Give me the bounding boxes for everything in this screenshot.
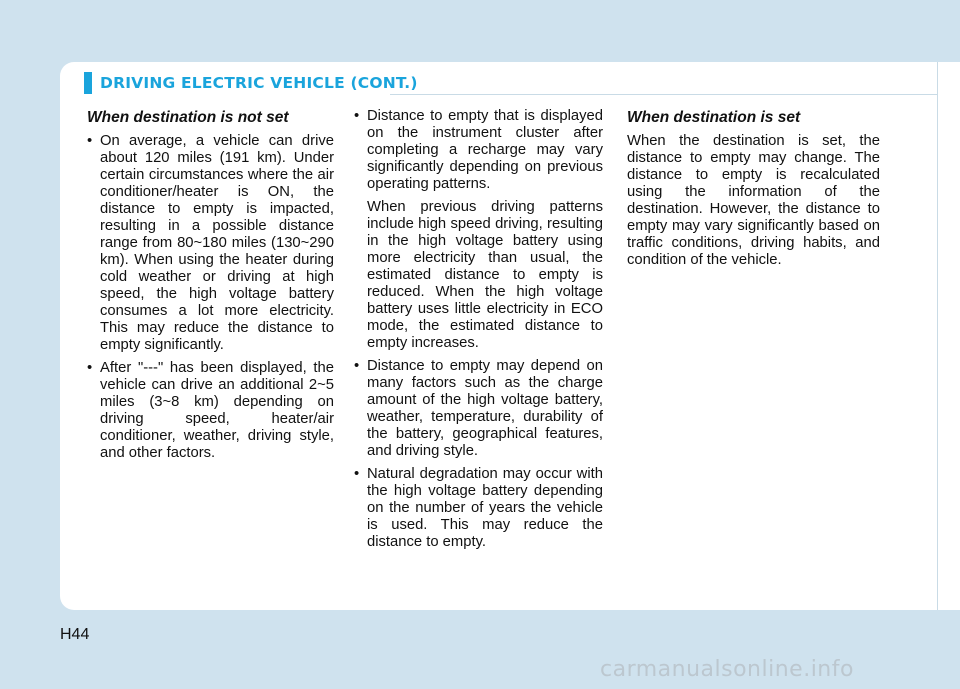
bullet-list-middle-2: [354, 358, 603, 551]
column-middle: [354, 108, 603, 557]
watermark-logo: carmanualsonline.info: [600, 657, 854, 682]
bullet-after-dashes: • After "---" has been displayed, the vehicle can drive an additional 2~5 miles (3~8 km) depending on driving speed, heater/air conditioner, weather, driving style, and other factors.: [87, 360, 334, 462]
header-accent-bar: [84, 72, 92, 94]
paragraph-previous-patterns: When previous driving patterns include high speed driving, resulting in the high voltage battery using more electricity than usual, the estimated distance to empty is reduced. When the high voltage battery uses little electricity in ECO mode, the estimated distance to empty increases.: [367, 199, 603, 351]
bullet-degradation: • Natural degradation may occur with the high voltage battery depending on the number of years the vehicle is used. This may reduce the distance to empty.: [354, 466, 603, 551]
bullet-list-not-set: [87, 133, 334, 462]
heading-destination-set: When destination is set: [627, 109, 801, 126]
column-right: [627, 108, 880, 269]
header-divider-line: [390, 94, 938, 95]
page-right-rule: [937, 62, 938, 610]
heading-destination-not-set: When destination is not set: [87, 109, 289, 126]
column-left: [87, 108, 334, 468]
page-number: H44: [60, 626, 90, 643]
paragraph-destination-set: When the destination is set, the distance to empty may change. The distance to empty is recalculated using the information of the destination. However, the distance to empty may vary significantly based on traffic conditions, driving habits, and condition of the vehicle.: [627, 133, 880, 268]
bullet-list-middle: [354, 108, 603, 193]
section-header-title: DRIVING ELECTRIC VEHICLE (CONT.): [100, 74, 418, 92]
bullet-recharge-variation: • Distance to empty that is displayed on the instrument cluster after completing a recharge may vary significantly depending on previous operating patterns.: [354, 108, 603, 193]
bullet-average-range: • On average, a vehicle can drive about 120 miles (191 km). Under certain circumstances where the air conditioner/heater is ON, the distance to empty is impacted, resulting in a possible distance range from 80~180 miles (130~290 km). When using the heater during cold weather or driving at high speed, the high voltage battery consumes a lot more electricity. This may reduce the distance to empty significantly.: [87, 133, 334, 354]
bullet-factors: • Distance to empty may depend on many factors such as the charge amount of the high voltage battery, weather, temperature, durability of the battery, geographical features, and driving style.: [354, 358, 603, 460]
